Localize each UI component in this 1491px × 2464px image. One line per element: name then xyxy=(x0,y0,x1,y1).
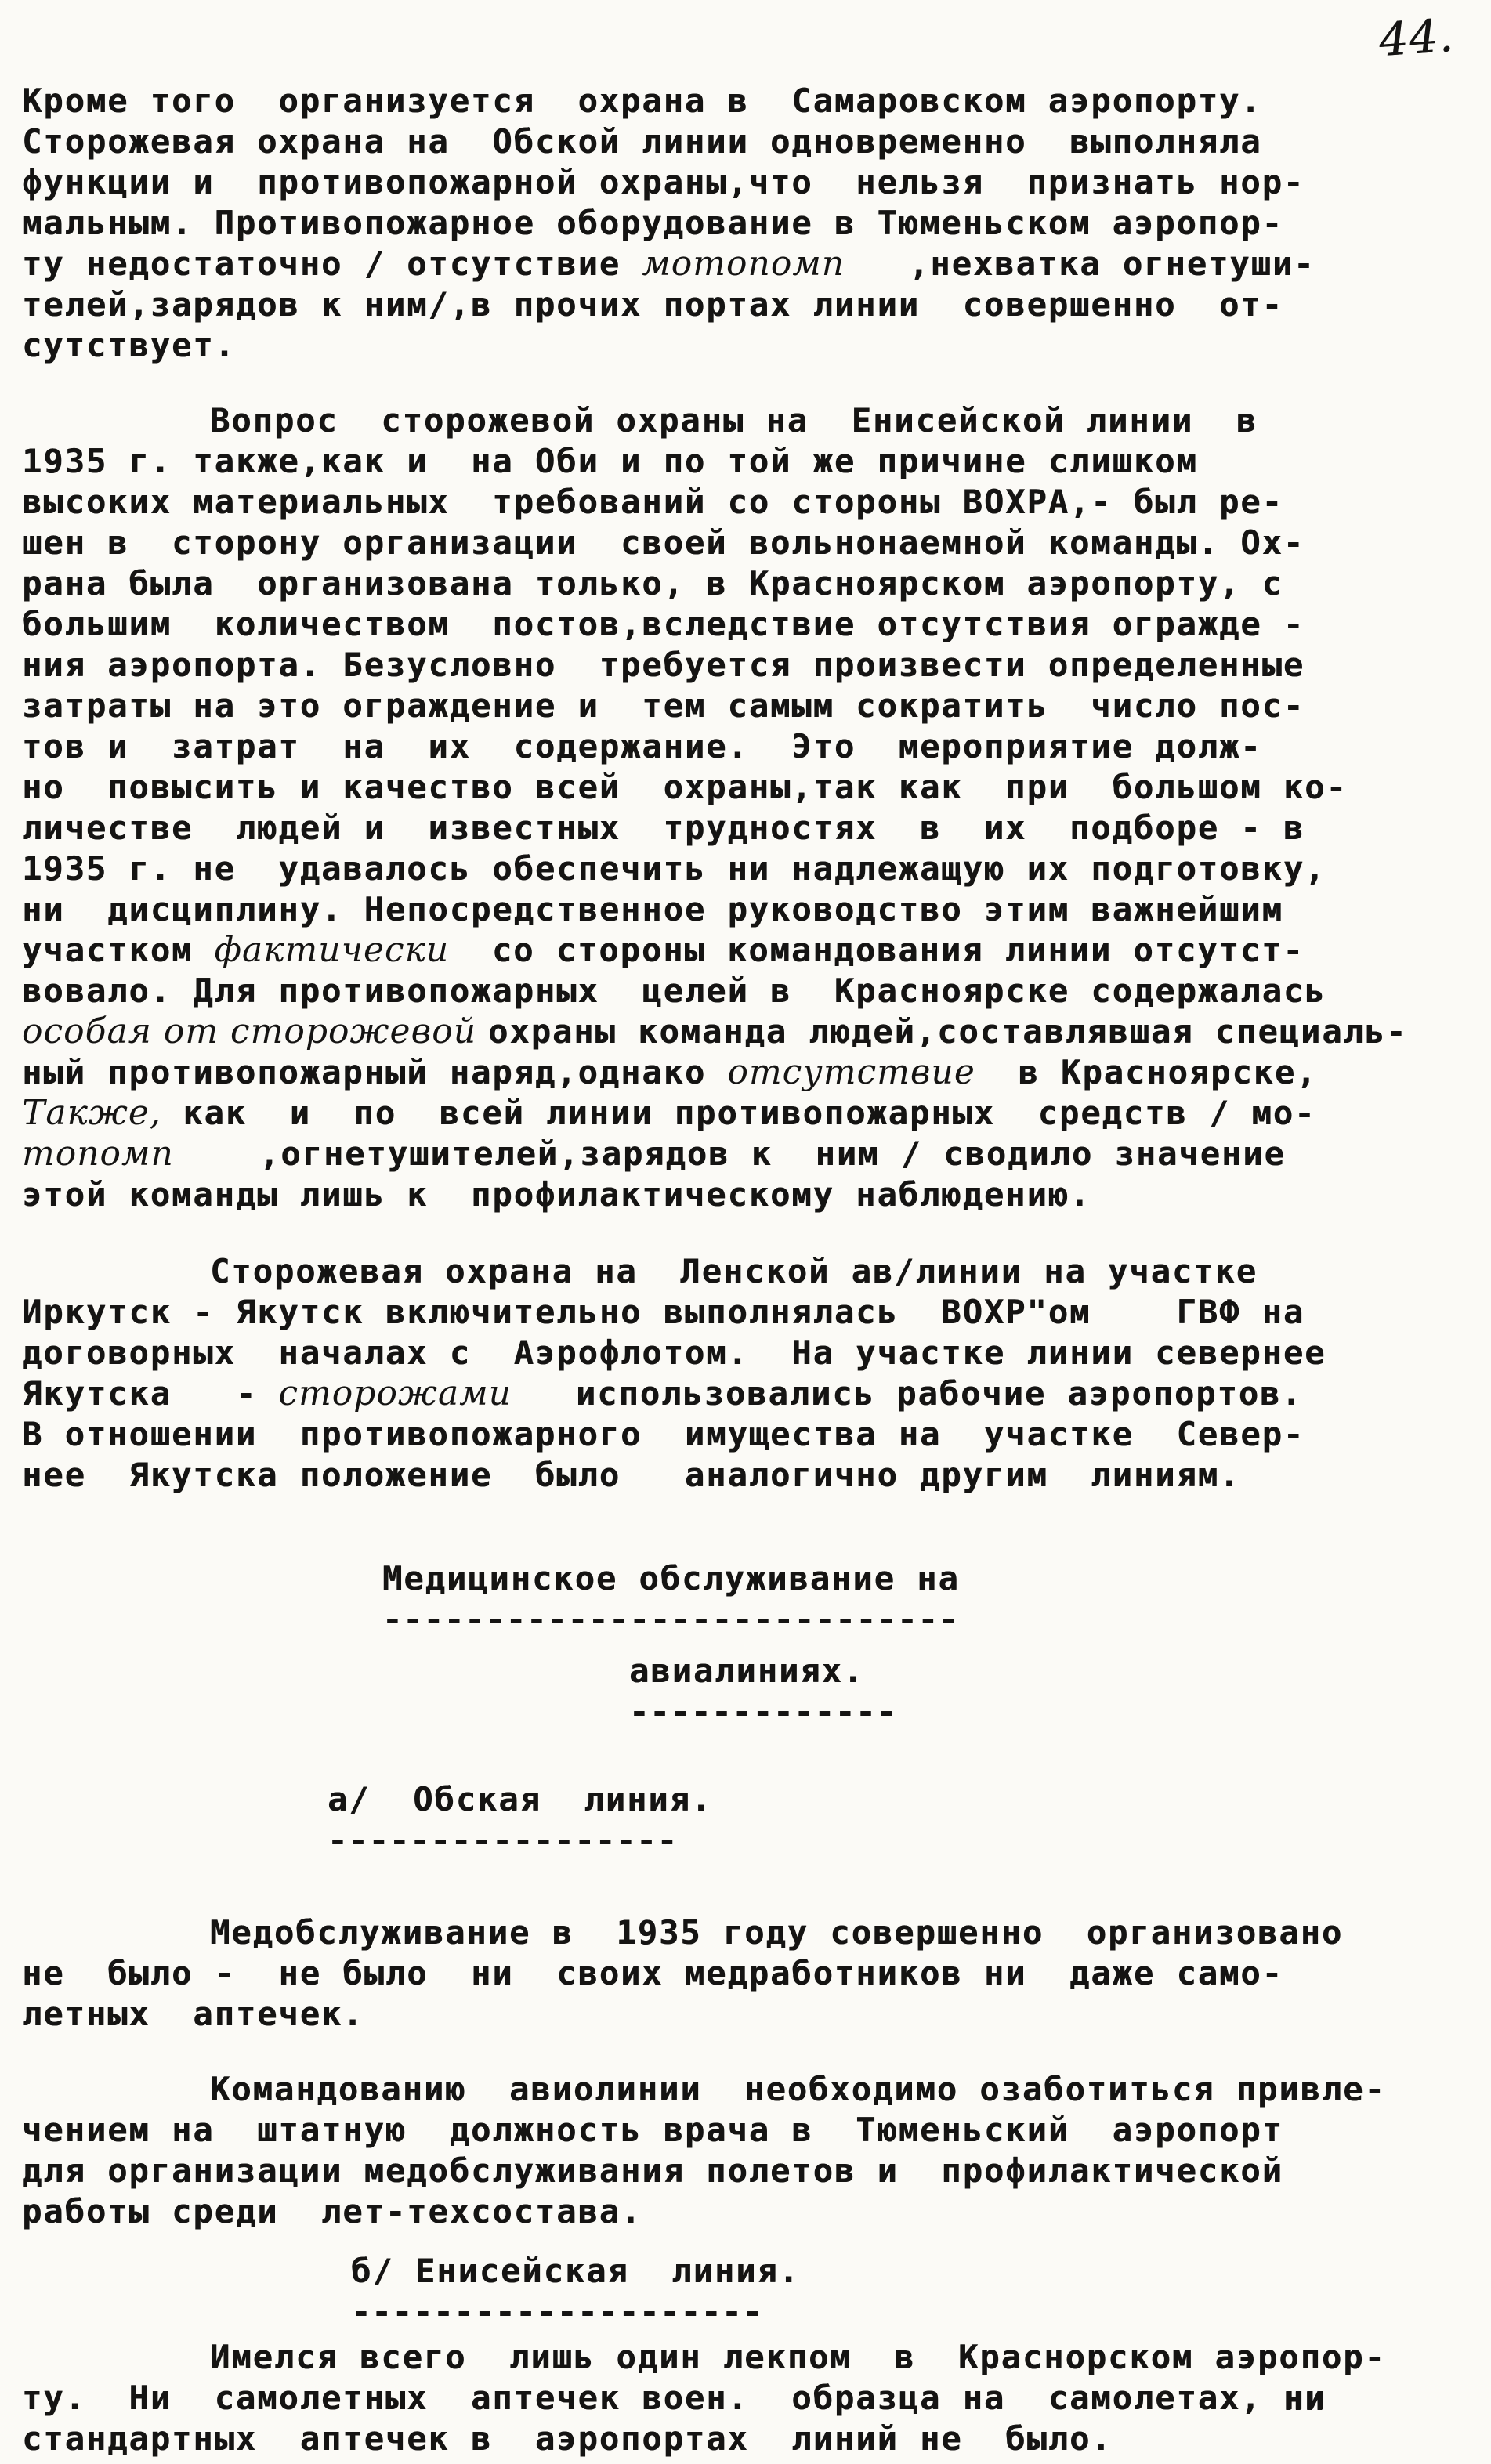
paragraph-guard-lena xyxy=(22,1251,1475,1496)
typed-text: шен в сторону организации своей вольнонаемной команды. Ох- xyxy=(22,523,1305,562)
heading-medical-service xyxy=(382,1558,1475,1640)
text-line xyxy=(22,1052,1475,1093)
text-line xyxy=(22,1333,1475,1373)
typed-text: затраты на это ограждение и тем самым сократить число пос- xyxy=(22,686,1305,725)
text-line xyxy=(22,1093,1475,1134)
text-line xyxy=(22,563,1475,604)
heading-text: а/ Обская линия. xyxy=(328,1780,713,1818)
text-line xyxy=(22,1134,1475,1174)
typed-text: мальным. Противопожарное оборудование в Тюменьском аэропор- xyxy=(22,204,1283,242)
typed-text: работы среди лет-техсостава. xyxy=(22,2192,642,2231)
text-line xyxy=(22,808,1475,848)
typed-text: ния аэропорта. Безусловно требуется произвести определенные xyxy=(22,646,1305,684)
typed-text: ту. Ни самолетных аптечек воен. образца на самолетах, xyxy=(22,2379,1283,2417)
paragraph-med-ob xyxy=(22,1912,1475,2035)
dashed-underline: ------------- xyxy=(629,1692,897,1731)
typed-text: сутствует. xyxy=(22,326,236,364)
text-line xyxy=(22,971,1475,1011)
text-line xyxy=(22,400,1475,441)
typed-text: ту недостаточно / отсутствие xyxy=(22,244,642,283)
text-line xyxy=(22,1414,1475,1455)
typed-text: использовались рабочие аэропортов. xyxy=(512,1374,1303,1413)
text-line xyxy=(22,203,1475,244)
text-line xyxy=(22,244,1475,284)
typed-text: Медобслуживание в 1935 году совершенно организовано xyxy=(210,1913,1344,1952)
typed-text: охраны команда людей,составлявшая специаль- xyxy=(488,1012,1408,1051)
paragraph-guard-samarovo xyxy=(22,81,1475,366)
heading-text: б/ Енисейская линия. xyxy=(351,2252,801,2290)
typed-text: но повысить и качество всей охраны,так как при большом ко- xyxy=(22,768,1348,806)
text-line xyxy=(22,1011,1475,1052)
page-number: 44. xyxy=(1377,8,1456,67)
handwritten-text: сторожами xyxy=(278,1373,512,1413)
typed-text: со стороны командования линии отсутст- xyxy=(449,931,1305,969)
typed-text: В отношении противопожарного имущества на участке Север- xyxy=(22,1415,1305,1453)
text-line xyxy=(22,1912,1475,1953)
text-line xyxy=(22,1994,1475,2035)
handwritten-text: особая от сторожевой xyxy=(22,1011,489,1051)
overstruck-text: ни xyxy=(1283,2379,1326,2417)
subheading-ob-line xyxy=(328,1779,1475,1861)
text-line xyxy=(22,930,1475,971)
text-line xyxy=(22,1373,1475,1414)
typed-text: ный противопожарный наряд,однако xyxy=(22,1053,728,1091)
text-line xyxy=(22,848,1475,889)
dashed-underline: -------------------- xyxy=(351,2292,763,2331)
typed-text: Вопрос сторожевой охраны на Енисейской линии в xyxy=(210,401,1258,440)
text-line xyxy=(22,2337,1475,2378)
text-line xyxy=(22,2419,1475,2459)
document-body xyxy=(0,81,1491,2459)
typed-text: стандартных аптечек в аэропортах линий не было. xyxy=(22,2419,1113,2458)
text-line xyxy=(22,162,1475,203)
typed-text: высоких материальных требований со стороны ВОХРА,- был ре- xyxy=(22,483,1283,521)
typed-text: 1935 г. также,как и на Оби и по той же причине слишком xyxy=(22,442,1198,480)
text-line xyxy=(22,2151,1475,2191)
typed-text: Иркутск - Якутск включительно выполнялась ВОХР"ом ГВФ на xyxy=(22,1293,1305,1331)
typed-text: не было - не было ни своих медработников ни даже само- xyxy=(22,1954,1283,1992)
typed-text: большим количеством постов,вследствие отсутствия огражде - xyxy=(22,605,1305,643)
heading-text: Медицинское обслуживание на xyxy=(382,1559,960,1597)
text-line xyxy=(22,325,1475,366)
typed-text: участком xyxy=(22,931,215,969)
text-line xyxy=(22,523,1475,563)
typed-text: 1935 г. не удавалось обеспечить ни надлежащую их подготовку, xyxy=(22,849,1326,888)
text-line xyxy=(22,726,1475,767)
text-line xyxy=(22,121,1475,162)
text-line xyxy=(22,81,1475,121)
text-line xyxy=(22,767,1475,808)
handwritten-text: отсутствие xyxy=(727,1052,975,1092)
typed-text: тов и затрат на их содержание. Это мероприятие долж- xyxy=(22,727,1262,765)
text-line xyxy=(22,2069,1475,2110)
text-line xyxy=(22,1251,1475,1292)
typed-text: функции и противопожарной охраны,что нельзя признать нор- xyxy=(22,163,1305,201)
typed-text: телей,зарядов к ним/,в прочих портах линии совершенно от- xyxy=(22,285,1283,324)
dashed-underline: ----------------- xyxy=(328,1821,678,1859)
paragraph-med-yenisei xyxy=(22,2337,1475,2459)
text-line xyxy=(22,889,1475,930)
text-line xyxy=(22,1455,1475,1496)
typed-text: чением на штатную должность врача в Тюменьский аэропорт xyxy=(22,2111,1283,2149)
typed-text: Сторожевая охрана на Обской линии одновременно выполняла xyxy=(22,122,1262,161)
text-line xyxy=(22,284,1475,325)
typed-text: Имелся всего лишь один лекпом в Краснорском аэропор- xyxy=(210,2338,1386,2376)
paragraph-guard-yenisei xyxy=(22,400,1475,1215)
typed-text: Якутска - xyxy=(22,1374,279,1413)
handwritten-text: топомп xyxy=(22,1134,174,1174)
typed-text: ,нехватка огнетуши- xyxy=(845,244,1315,283)
subheading-yenisei-line xyxy=(351,2251,1475,2332)
typed-text: летных аптечек. xyxy=(22,1995,364,2033)
typed-text: этой команды лишь к профилактическому наблюдению. xyxy=(22,1175,1091,1214)
text-line xyxy=(22,2191,1475,2232)
typed-text: Командованию авиолинии необходимо озаботиться привле- xyxy=(210,2070,1386,2108)
handwritten-text: мотопомп xyxy=(642,244,845,284)
text-line xyxy=(22,1174,1475,1215)
handwritten-text: Также, xyxy=(22,1093,161,1133)
text-line xyxy=(22,482,1475,523)
typed-text: вовало. Для противопожарных целей в Красноярске содержалась xyxy=(22,971,1326,1010)
text-line xyxy=(22,1953,1475,1994)
typed-text: нее Якутска положение было аналогично другим линиям. xyxy=(22,1456,1241,1494)
typed-text: договорных началах с Аэрофлотом. На участке линии севернее xyxy=(22,1333,1326,1372)
text-line xyxy=(22,604,1475,645)
text-line xyxy=(22,2378,1475,2419)
heading-airlines xyxy=(629,1651,1475,1732)
typed-text: в Красноярске, xyxy=(975,1053,1318,1091)
typed-text: Сторожевая охрана на Ленской ав/линии на участке xyxy=(210,1252,1258,1290)
text-line xyxy=(22,645,1475,686)
handwritten-text: фактически xyxy=(214,930,450,970)
text-line xyxy=(22,1292,1475,1333)
paragraph-med-recommend xyxy=(22,2069,1475,2232)
dashed-underline: ---------------------------- xyxy=(382,1600,960,1638)
heading-text: авиалиниях. xyxy=(629,1652,865,1690)
text-line xyxy=(22,441,1475,482)
text-line xyxy=(22,2110,1475,2151)
typed-text: Кроме того организуется охрана в Самаровском аэропорту. xyxy=(22,81,1262,120)
typed-text: личестве людей и известных трудностях в их подборе - в xyxy=(22,809,1305,847)
typed-text: ,огнетушителей,зарядов к ним / сводило значение xyxy=(173,1134,1286,1173)
typed-text: рана была организована только, в Красноярском аэропорту, с xyxy=(22,564,1283,602)
text-line xyxy=(22,686,1475,726)
typed-text: как и по всей линии противопожарных средств / мо- xyxy=(161,1094,1316,1132)
typed-text: для организации медобслуживания полетов и профилактической xyxy=(22,2151,1283,2190)
typed-text: ни дисциплину. Непосредственное руководство этим важнейшим xyxy=(22,890,1283,928)
